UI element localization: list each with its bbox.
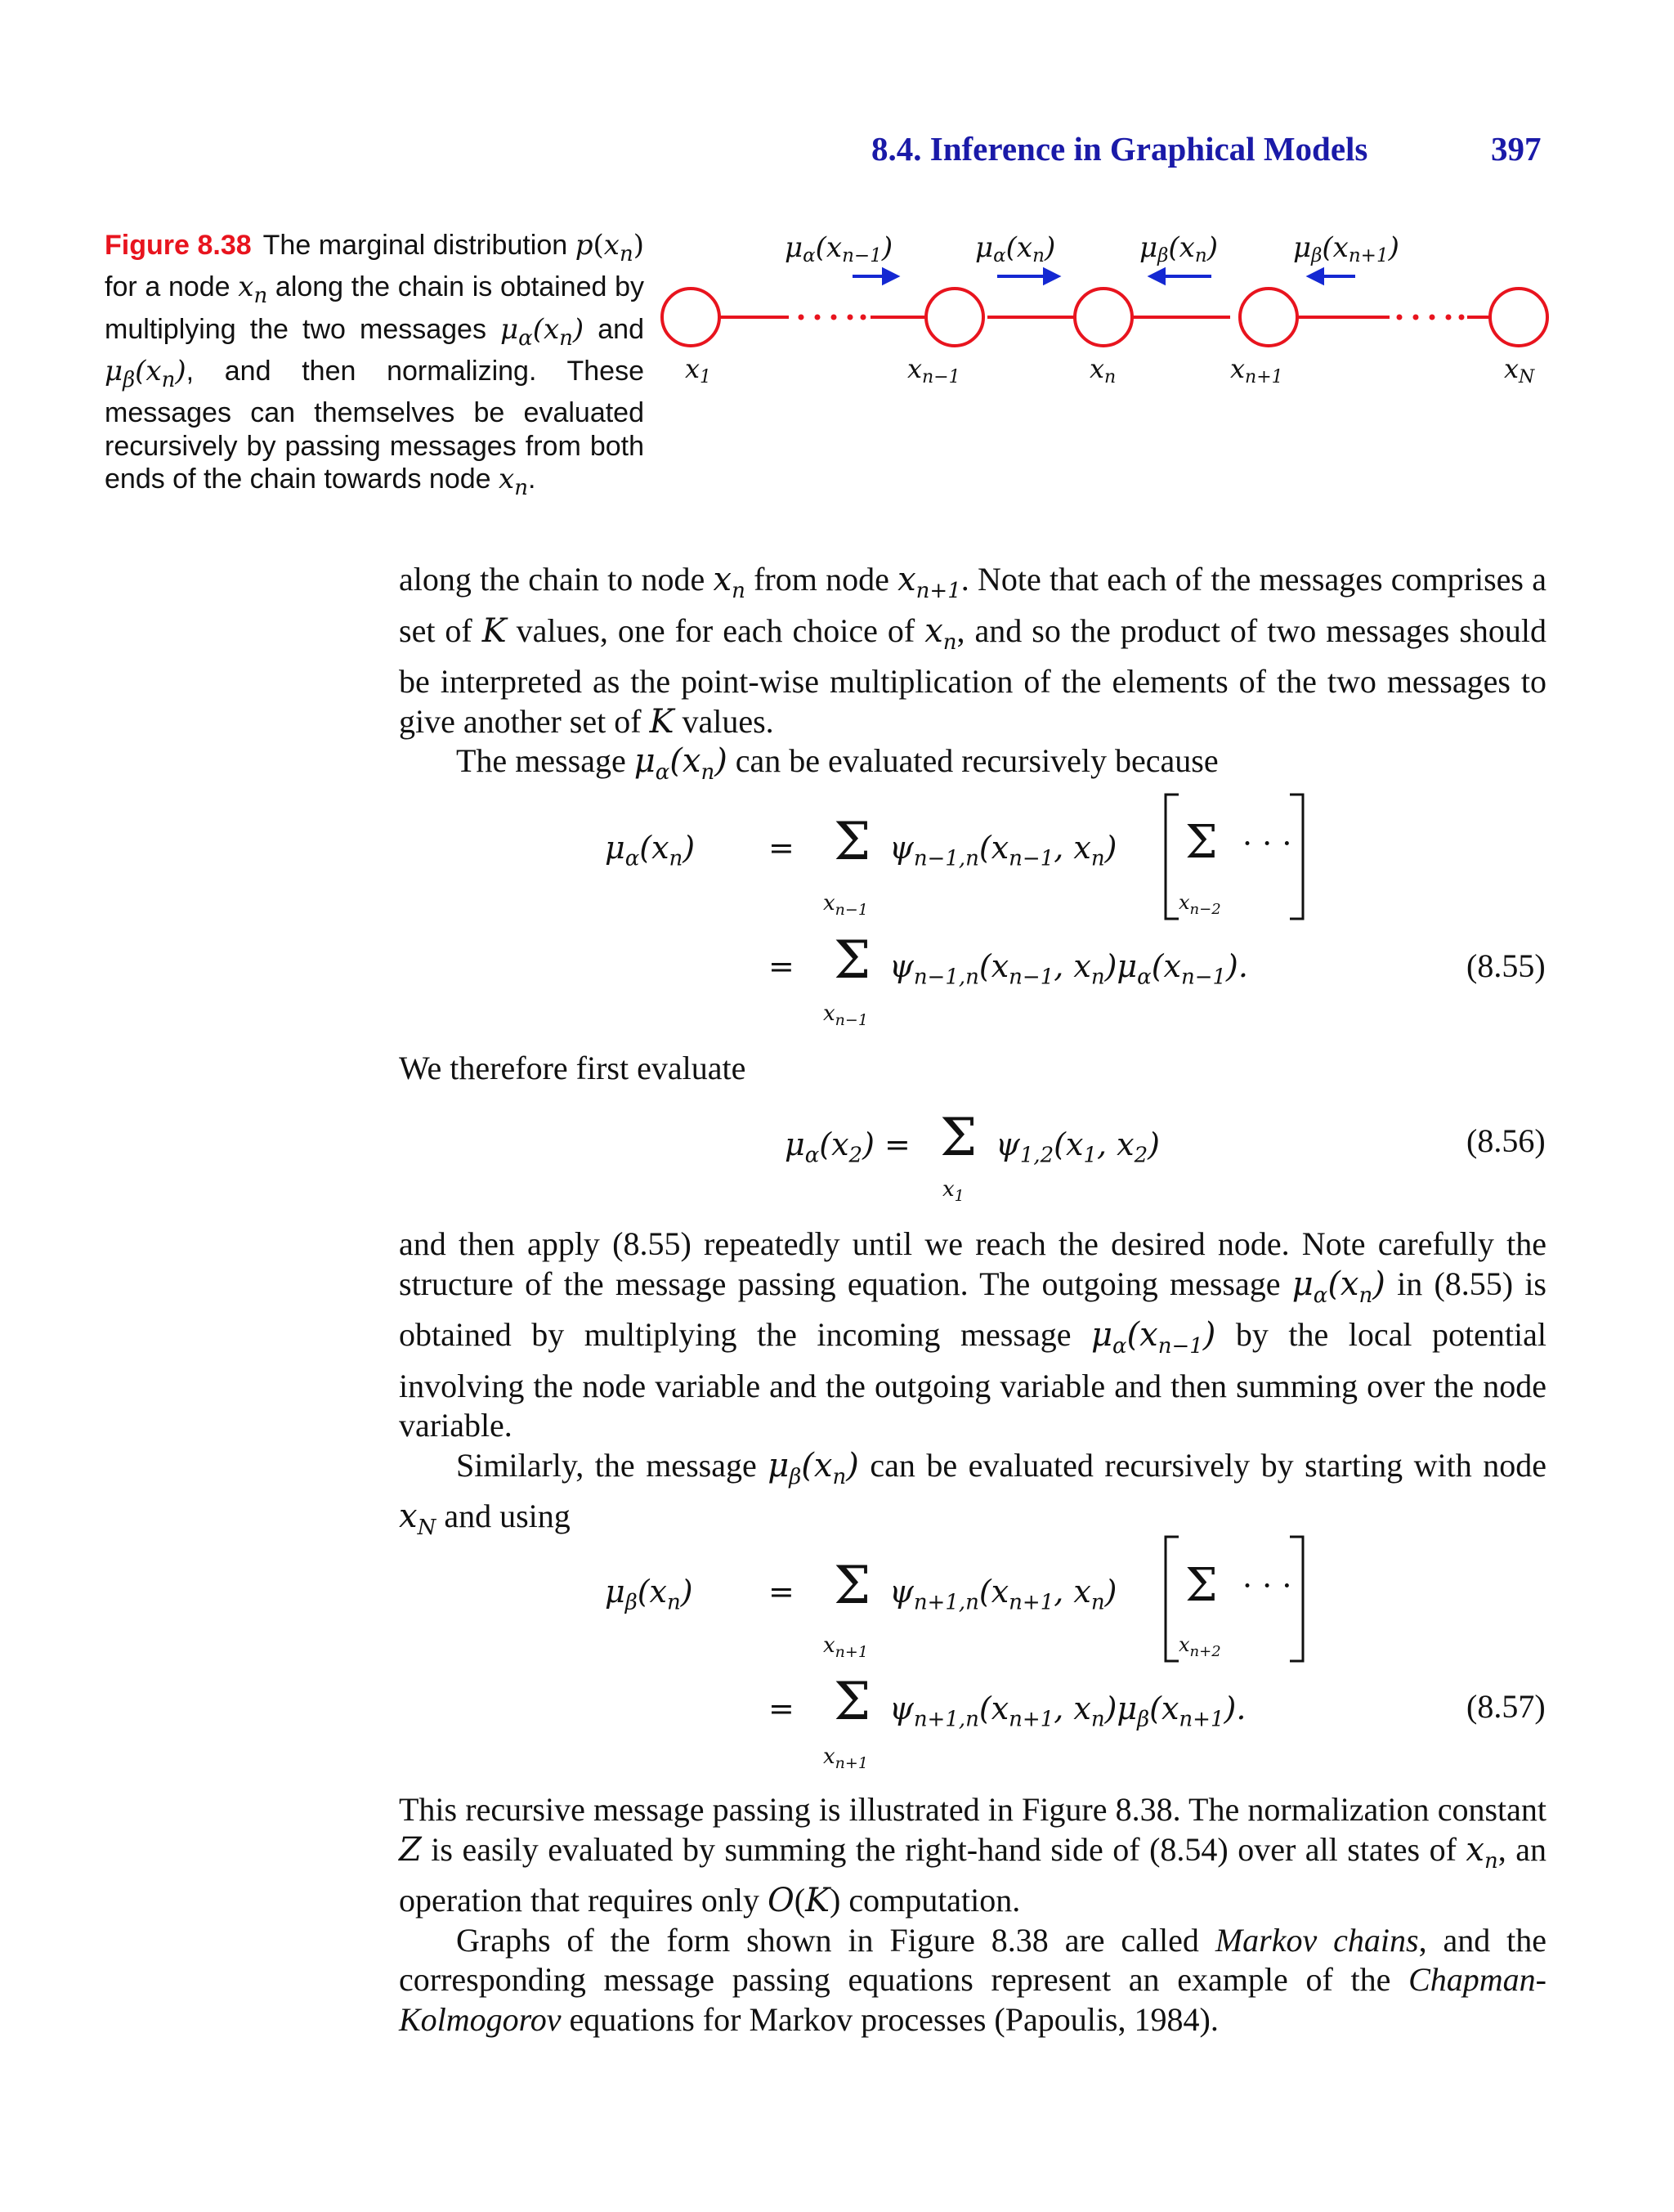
paragraph-4: and then apply (8.55) repeatedly until we reach the desired node. Note carefully the structure of the message passing equation. The outgoing message $\mu_\alpha(x_n)$ in (8.55) is obtained by multiplying the incoming message $\mu_\alpha(x_{n-1})$ by the local potential involving the node variable and the outgoing variable and then summing over the node variable. Similarly, the message $\mu_\beta(x_n)$ can be evaluated recursively by starting with node $x_N$ and using <box>399 1225 1547 1540</box>
page-number: 397 <box>1491 130 1542 168</box>
figure-label: Figure 8.38 <box>105 230 252 261</box>
label-mu-alpha-xn-1: μα(xn−1) <box>785 231 893 266</box>
paragraph-1: along the chain to node $x_n$ from node $x_{n+1}$. Note that each of the messages comprises a set of K values, one for each choice of $x_n$, and so the product of two messages should be interpreted as the point-wise multiplication of the elements of the two messages to give another set of K values. The message $\mu_\alpha(x_n)$ can be evaluated recursively because <box>399 561 1546 785</box>
label-mu-beta-xn: μβ(xn) <box>1139 231 1218 266</box>
running-header-title: 8.4. Inference in Graphical Models <box>871 130 1368 168</box>
markov-chain-diagram <box>654 229 1569 392</box>
label-mu-beta-xn-1: μβ(xn+1) <box>1293 231 1399 266</box>
arrow-right-alpha-2 <box>997 270 1058 283</box>
caption-text: The marginal distribution $p(x_n)$ for a node $x_n$ along the chain is obtained by multiplying the two messages $\mu_\alpha(x_n)$ and $\mu_\beta(x_n)$, and then normalizing. These messages can themselves be evaluated recursively by passing messages from both ends of the chain towards node $x_n$. <box>105 229 644 500</box>
arrow-left-beta-2 <box>1309 270 1355 283</box>
eq-8-57-number: (8.57) <box>1466 1688 1546 1725</box>
eq-8-55-lhs: $\mu_\alpha(x_n)$ <box>605 830 696 871</box>
figure-caption <box>105 229 644 504</box>
label-xn: xn <box>1090 353 1117 387</box>
label-mu-alpha-xn: μα(xn) <box>975 231 1056 266</box>
label-xN: xN <box>1504 353 1535 387</box>
eq-8-57-lhs: $\mu_\beta(x_n)$ <box>605 1574 693 1615</box>
node-xn-plus-1 <box>1240 289 1297 346</box>
node-x1 <box>662 289 719 346</box>
label-xn-minus-1: xn−1 <box>907 353 960 387</box>
arrow-right-alpha-1 <box>853 270 897 283</box>
label-x1: x1 <box>685 353 712 387</box>
paragraph-6: This recursive message passing is illustrated in Figure 8.38. The normalization constant Z is easily evaluated by summing the right-hand side of (8.54) over all states of $x_n$, an operation that requires only O(K) computation. Graphs of the form shown in Figure 8.38 are called Markov chains, and the corresponding message passing equations represent an example of the Chapman-Kolmogorov equations for Markov processes (Papoulis, 1984). <box>399 1791 1546 2038</box>
paragraph-3: We therefore first evaluate <box>399 1050 746 1086</box>
node-xn <box>1075 289 1132 346</box>
eq-8-56-number: (8.56) <box>1466 1122 1546 1159</box>
label-xn-plus-1: xn+1 <box>1230 353 1283 387</box>
eq-8-55-number: (8.55) <box>1466 947 1546 984</box>
node-xn-minus-1 <box>926 289 983 346</box>
node-xN <box>1490 289 1547 346</box>
arrow-left-beta-1 <box>1151 270 1211 283</box>
